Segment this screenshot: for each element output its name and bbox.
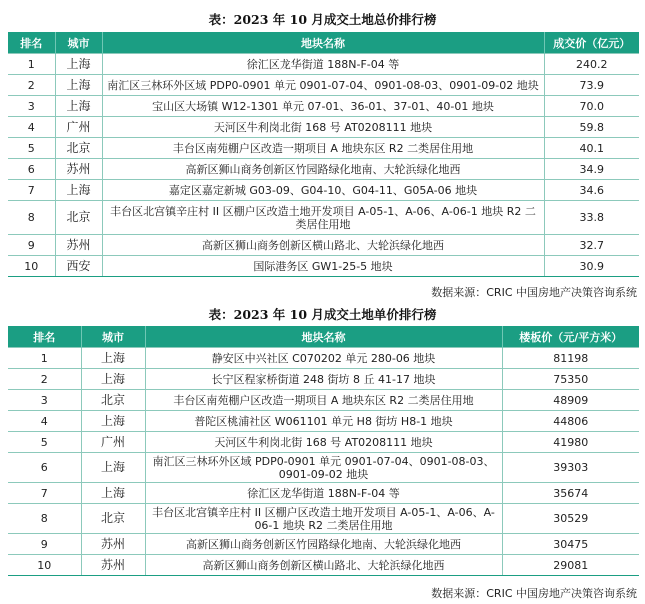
value-cell: 73.9 [544, 75, 639, 96]
city-cell: 苏州 [81, 534, 145, 555]
rank-cell: 7 [8, 180, 55, 201]
table-row [8, 453, 639, 483]
table-row [8, 96, 639, 117]
rank-cell: 1 [8, 348, 81, 369]
rank-cell: 6 [8, 159, 55, 180]
value-cell: 30475 [502, 534, 639, 555]
rank-cell: 4 [8, 117, 55, 138]
rank-cell: 3 [8, 96, 55, 117]
city-cell: 苏州 [81, 555, 145, 576]
city-cell: 上海 [81, 348, 145, 369]
city-cell: 北京 [81, 390, 145, 411]
table2-source: 数据来源：CRIC 中国房地产决策咨询系统 [431, 587, 637, 600]
city-cell: 北京 [81, 504, 145, 534]
header-floor-price: 楼板价（元/平方米） [502, 326, 639, 348]
plot-name-cell: 高新区狮山商务创新区竹园路绿化地南、大轮浜绿化地西 [102, 159, 544, 180]
table-row [8, 411, 639, 432]
rank-cell: 9 [8, 235, 55, 256]
value-cell: 75350 [502, 369, 639, 390]
plot-name-cell: 高新区狮山商务创新区横山路北、大轮浜绿化地西 [102, 235, 544, 256]
city-cell: 上海 [55, 54, 102, 75]
rank-cell: 8 [8, 504, 81, 534]
rank-cell: 5 [8, 138, 55, 159]
plot-name-cell: 南汇区三林环外区域 PDP0-0901 单元 0901-07-04、0901-08-03、0901-09-02 地块 [145, 453, 502, 483]
plot-name-cell: 丰台区北宫镇辛庄村 II 区棚户区改造土地开发项目 A-05-1、A-06、A-06-1 地块 R2 二类居住用地 [102, 201, 544, 235]
value-cell: 40.1 [544, 138, 639, 159]
table-row [8, 75, 639, 96]
table-row [8, 180, 639, 201]
plot-name-cell: 南汇区三林环外区域 PDP0-0901 单元 0901-07-04、0901-08-03、0901-09-02 地块 [102, 75, 544, 96]
value-cell: 35674 [502, 483, 639, 504]
city-cell: 上海 [55, 180, 102, 201]
rank-cell: 10 [8, 256, 55, 277]
rank-cell: 1 [8, 54, 55, 75]
plot-name-cell: 丰台区北宫镇辛庄村 II 区棚户区改造土地开发项目 A-05-1、A-06、A-06-1 地块 R2 二类居住用地 [145, 504, 502, 534]
plot-name-cell: 长宁区程家桥街道 248 街坊 8 丘 41-17 地块 [145, 369, 502, 390]
header-plot-name: 地块名称 [102, 32, 544, 54]
table2-title: 表：2023 年 10 月成交土地单价排行榜 [208, 307, 437, 322]
value-cell: 30529 [502, 504, 639, 534]
table-row [8, 138, 639, 159]
table1-source: 数据来源：CRIC 中国房地产决策咨询系统 [431, 286, 637, 299]
value-cell: 59.8 [544, 117, 639, 138]
rank-cell: 9 [8, 534, 81, 555]
rank-cell: 10 [8, 555, 81, 576]
value-cell: 81198 [502, 348, 639, 369]
city-cell: 广州 [81, 432, 145, 453]
city-cell: 苏州 [55, 159, 102, 180]
table-row [8, 54, 639, 75]
table-row [8, 369, 639, 390]
table-row [8, 555, 639, 576]
plot-name-cell: 高新区狮山商务创新区竹园路绿化地南、大轮浜绿化地西 [145, 534, 502, 555]
plot-name-cell: 徐汇区龙华街道 188N-F-04 等 [145, 483, 502, 504]
plot-name-cell: 徐汇区龙华街道 188N-F-04 等 [102, 54, 544, 75]
rank-cell: 3 [8, 390, 81, 411]
plot-name-cell: 天河区牛利岗北街 168 号 AT0208111 地块 [145, 432, 502, 453]
table1-title: 表：2023 年 10 月成交土地总价排行榜 [208, 12, 437, 27]
value-cell: 33.8 [544, 201, 639, 235]
rank-cell: 8 [8, 201, 55, 235]
table-row [8, 504, 639, 534]
rank-cell: 5 [8, 432, 81, 453]
city-cell: 上海 [55, 96, 102, 117]
unit-price-ranking-table [8, 326, 639, 576]
value-cell: 48909 [502, 390, 639, 411]
plot-name-cell: 天河区牛利岗北街 168 号 AT0208111 地块 [102, 117, 544, 138]
table-row [8, 432, 639, 453]
city-cell: 苏州 [55, 235, 102, 256]
plot-name-cell: 宝山区大场镇 W12-1301 单元 07-01、36-01、37-01、40-01 地块 [102, 96, 544, 117]
total-price-ranking-table [8, 32, 639, 277]
city-cell: 上海 [81, 411, 145, 432]
value-cell: 240.2 [544, 54, 639, 75]
city-cell: 上海 [81, 453, 145, 483]
plot-name-cell: 静安区中兴社区 C070202 单元 280-06 地块 [145, 348, 502, 369]
table-row [8, 117, 639, 138]
city-cell: 北京 [55, 138, 102, 159]
rank-cell: 6 [8, 453, 81, 483]
table-row [8, 390, 639, 411]
rank-cell: 4 [8, 411, 81, 432]
rank-cell: 2 [8, 369, 81, 390]
table-row [8, 235, 639, 256]
value-cell: 34.9 [544, 159, 639, 180]
value-cell: 30.9 [544, 256, 639, 277]
value-cell: 41980 [502, 432, 639, 453]
value-cell: 44806 [502, 411, 639, 432]
city-cell: 西安 [55, 256, 102, 277]
plot-name-cell: 丰台区南苑棚户区改造一期项目 A 地块东区 R2 二类居住用地 [145, 390, 502, 411]
plot-name-cell: 国际港务区 GW1-25-5 地块 [102, 256, 544, 277]
rank-cell: 7 [8, 483, 81, 504]
rank-cell: 2 [8, 75, 55, 96]
city-cell: 上海 [55, 75, 102, 96]
city-cell: 上海 [81, 483, 145, 504]
value-cell: 34.6 [544, 180, 639, 201]
table-row [8, 348, 639, 369]
header-price: 成交价（亿元） [544, 32, 639, 54]
value-cell: 29081 [502, 555, 639, 576]
table-row [8, 256, 639, 277]
city-cell: 上海 [81, 369, 145, 390]
city-cell: 北京 [55, 201, 102, 235]
header-plot-name: 地块名称 [145, 326, 502, 348]
header-city: 城市 [81, 326, 145, 348]
header-rank: 排名 [8, 326, 81, 348]
table-row [8, 201, 639, 235]
table-row [8, 534, 639, 555]
value-cell: 32.7 [544, 235, 639, 256]
table-row [8, 159, 639, 180]
header-city: 城市 [55, 32, 102, 54]
plot-name-cell: 高新区狮山商务创新区横山路北、大轮浜绿化地西 [145, 555, 502, 576]
plot-name-cell: 普陀区桃浦社区 W061101 单元 H8 街坊 H8-1 地块 [145, 411, 502, 432]
header-rank: 排名 [8, 32, 55, 54]
table-row [8, 483, 639, 504]
value-cell: 70.0 [544, 96, 639, 117]
value-cell: 39303 [502, 453, 639, 483]
plot-name-cell: 丰台区南苑棚户区改造一期项目 A 地块东区 R2 二类居住用地 [102, 138, 544, 159]
city-cell: 广州 [55, 117, 102, 138]
plot-name-cell: 嘉定区嘉定新城 G03-09、G04-10、G04-11、G05A-06 地块 [102, 180, 544, 201]
